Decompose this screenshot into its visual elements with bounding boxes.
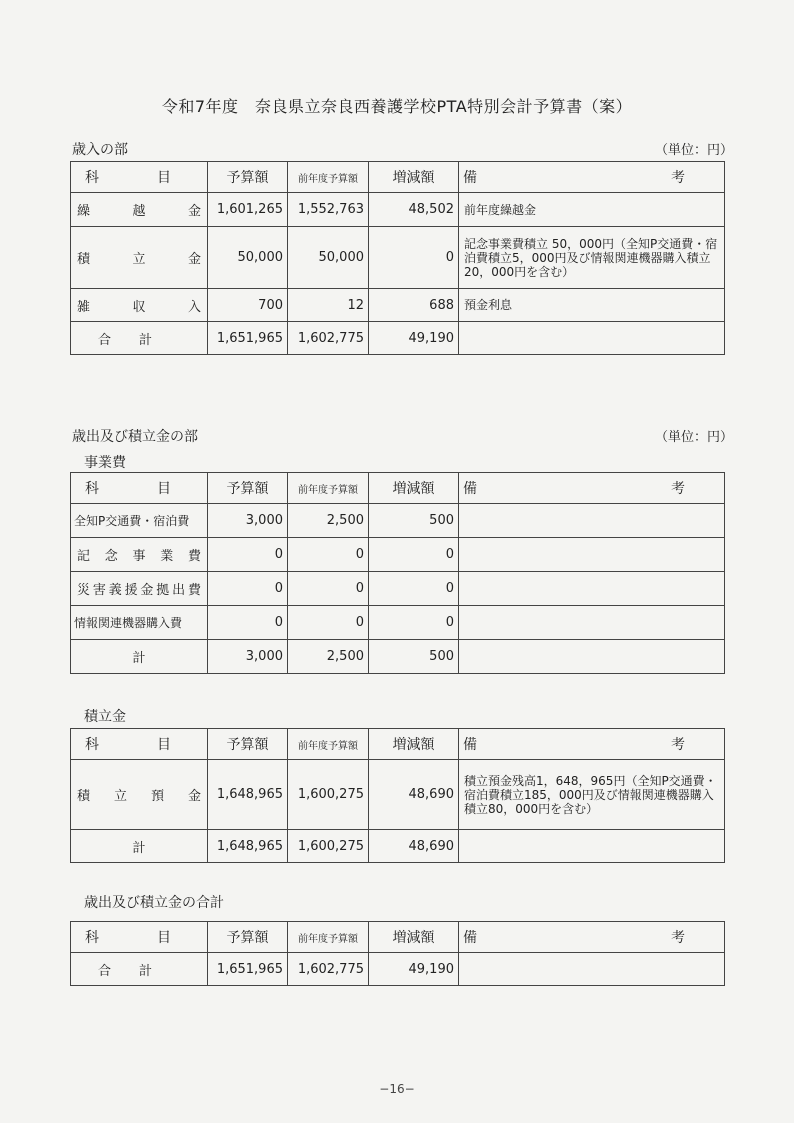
row-note xyxy=(459,572,725,606)
row-prev: 1,602,775 xyxy=(288,953,369,986)
row-prev: 0 xyxy=(288,538,369,572)
header-note: 備 考 xyxy=(459,162,725,193)
row-prev: 1,552,763 xyxy=(288,193,369,227)
row-diff: 0 xyxy=(369,572,459,606)
row-budget: 0 xyxy=(208,572,288,606)
income-table xyxy=(70,161,775,355)
income-unit-label: （単位：円） xyxy=(655,143,734,158)
row-diff: 500 xyxy=(369,504,459,538)
row-diff: 688 xyxy=(369,289,459,322)
row-note: 積立預金残高1，648，965円（全知P交通費・宿泊費積立185，000円及び情報関連機器購入積立80，000円を含む） xyxy=(459,760,725,830)
row-note xyxy=(459,504,725,538)
row-diff: 0 xyxy=(369,606,459,640)
row-note xyxy=(459,830,725,863)
row-note xyxy=(459,640,725,674)
row-item: 繰越金 xyxy=(71,193,208,227)
row-budget: 0 xyxy=(208,538,288,572)
header-budget: 予算額 xyxy=(208,729,288,760)
row-budget: 3,000 xyxy=(208,640,288,674)
header-prev-budget: 前年度予算額 xyxy=(288,473,369,504)
expense-table xyxy=(70,472,775,674)
header-note: 備 考 xyxy=(459,729,725,760)
row-prev: 0 xyxy=(288,606,369,640)
row-item: 災害義援金拠出費 xyxy=(71,572,208,606)
header-budget: 予算額 xyxy=(208,473,288,504)
table-header-row xyxy=(71,473,725,504)
header-prev-budget: 前年度予算額 xyxy=(288,729,369,760)
row-note: 前年度繰越金 xyxy=(459,193,725,227)
row-item: 情報関連機器購入費 xyxy=(71,606,208,640)
total-row xyxy=(71,322,725,355)
row-budget: 1,601,265 xyxy=(208,193,288,227)
header-prev-budget: 前年度予算額 xyxy=(288,922,369,953)
header-note: 備 考 xyxy=(459,922,725,953)
row-note xyxy=(459,322,725,355)
table-header-row xyxy=(71,162,725,193)
row-item: 計 xyxy=(71,640,208,674)
header-diff: 増減額 xyxy=(369,729,459,760)
header-budget: 予算額 xyxy=(208,922,288,953)
row-prev: 2,500 xyxy=(288,640,369,674)
header-item: 科 目 xyxy=(71,473,208,504)
page-title: 令和7年度 奈良県立奈良西養護学校PTA特別会計予算書（案） xyxy=(161,97,633,116)
row-budget: 700 xyxy=(208,289,288,322)
header-diff: 増減額 xyxy=(369,473,459,504)
page-number: −16− xyxy=(379,1082,415,1096)
row-diff: 0 xyxy=(369,538,459,572)
grand-table xyxy=(70,921,775,986)
row-diff: 49,190 xyxy=(369,322,459,355)
row-budget: 1,651,965 xyxy=(208,322,288,355)
grand-section-label: 歳出及び積立金の合計 xyxy=(84,895,224,911)
row-item: 計 xyxy=(71,830,208,863)
row-budget: 3,000 xyxy=(208,504,288,538)
row-prev: 1,600,275 xyxy=(288,830,369,863)
header-item: 科 目 xyxy=(71,922,208,953)
table-row xyxy=(71,289,725,322)
row-item: 雑収入 xyxy=(71,289,208,322)
table-row xyxy=(71,606,725,640)
row-prev: 50,000 xyxy=(288,227,369,289)
table-header-row xyxy=(71,729,725,760)
reserve-table xyxy=(70,728,775,863)
row-budget: 0 xyxy=(208,606,288,640)
row-diff: 49,190 xyxy=(369,953,459,986)
table-row xyxy=(71,572,725,606)
total-row xyxy=(71,830,725,863)
row-budget: 1,648,965 xyxy=(208,830,288,863)
header-prev-budget: 前年度予算額 xyxy=(288,162,369,193)
row-note xyxy=(459,953,725,986)
row-item: 積立金 xyxy=(71,227,208,289)
row-item: 合計 xyxy=(71,322,208,355)
row-diff: 48,690 xyxy=(369,830,459,863)
row-item: 合計 xyxy=(71,953,208,986)
row-prev: 1,600,275 xyxy=(288,760,369,830)
row-diff: 0 xyxy=(369,227,459,289)
row-budget: 50,000 xyxy=(208,227,288,289)
row-item: 積立預金 xyxy=(71,760,208,830)
table-row xyxy=(71,227,725,289)
table-row xyxy=(71,504,725,538)
total-row xyxy=(71,640,725,674)
table-row xyxy=(71,538,725,572)
header-item: 科 目 xyxy=(71,162,208,193)
header-item: 科 目 xyxy=(71,729,208,760)
row-diff: 48,502 xyxy=(369,193,459,227)
row-budget: 1,648,965 xyxy=(208,760,288,830)
row-prev: 1,602,775 xyxy=(288,322,369,355)
expense-sub-label: 事業費 xyxy=(84,455,126,471)
row-note xyxy=(459,538,725,572)
header-note: 備 考 xyxy=(459,473,725,504)
row-prev: 2,500 xyxy=(288,504,369,538)
header-budget: 予算額 xyxy=(208,162,288,193)
header-diff: 増減額 xyxy=(369,162,459,193)
reserve-section-label: 積立金 xyxy=(84,709,126,725)
row-budget: 1,651,965 xyxy=(208,953,288,986)
row-diff: 48,690 xyxy=(369,760,459,830)
row-note: 預金利息 xyxy=(459,289,725,322)
table-header-row xyxy=(71,922,725,953)
income-section-label: 歳入の部 xyxy=(72,142,128,158)
row-note: 記念事業費積立 50，000円（全知P交通費・宿泊費積立5，000円及び情報関連機器購入積立20，000円を含む） xyxy=(459,227,725,289)
header-diff: 増減額 xyxy=(369,922,459,953)
row-diff: 500 xyxy=(369,640,459,674)
row-prev: 0 xyxy=(288,572,369,606)
row-prev: 12 xyxy=(288,289,369,322)
table-row xyxy=(71,193,725,227)
table-row xyxy=(71,760,725,830)
expense-unit-label: （単位：円） xyxy=(655,430,734,445)
total-row xyxy=(71,953,725,986)
expense-section-label: 歳出及び積立金の部 xyxy=(72,429,198,445)
row-note xyxy=(459,606,725,640)
row-item: 記念事業費 xyxy=(71,538,208,572)
row-item: 全知P交通費・宿泊費 xyxy=(71,504,208,538)
